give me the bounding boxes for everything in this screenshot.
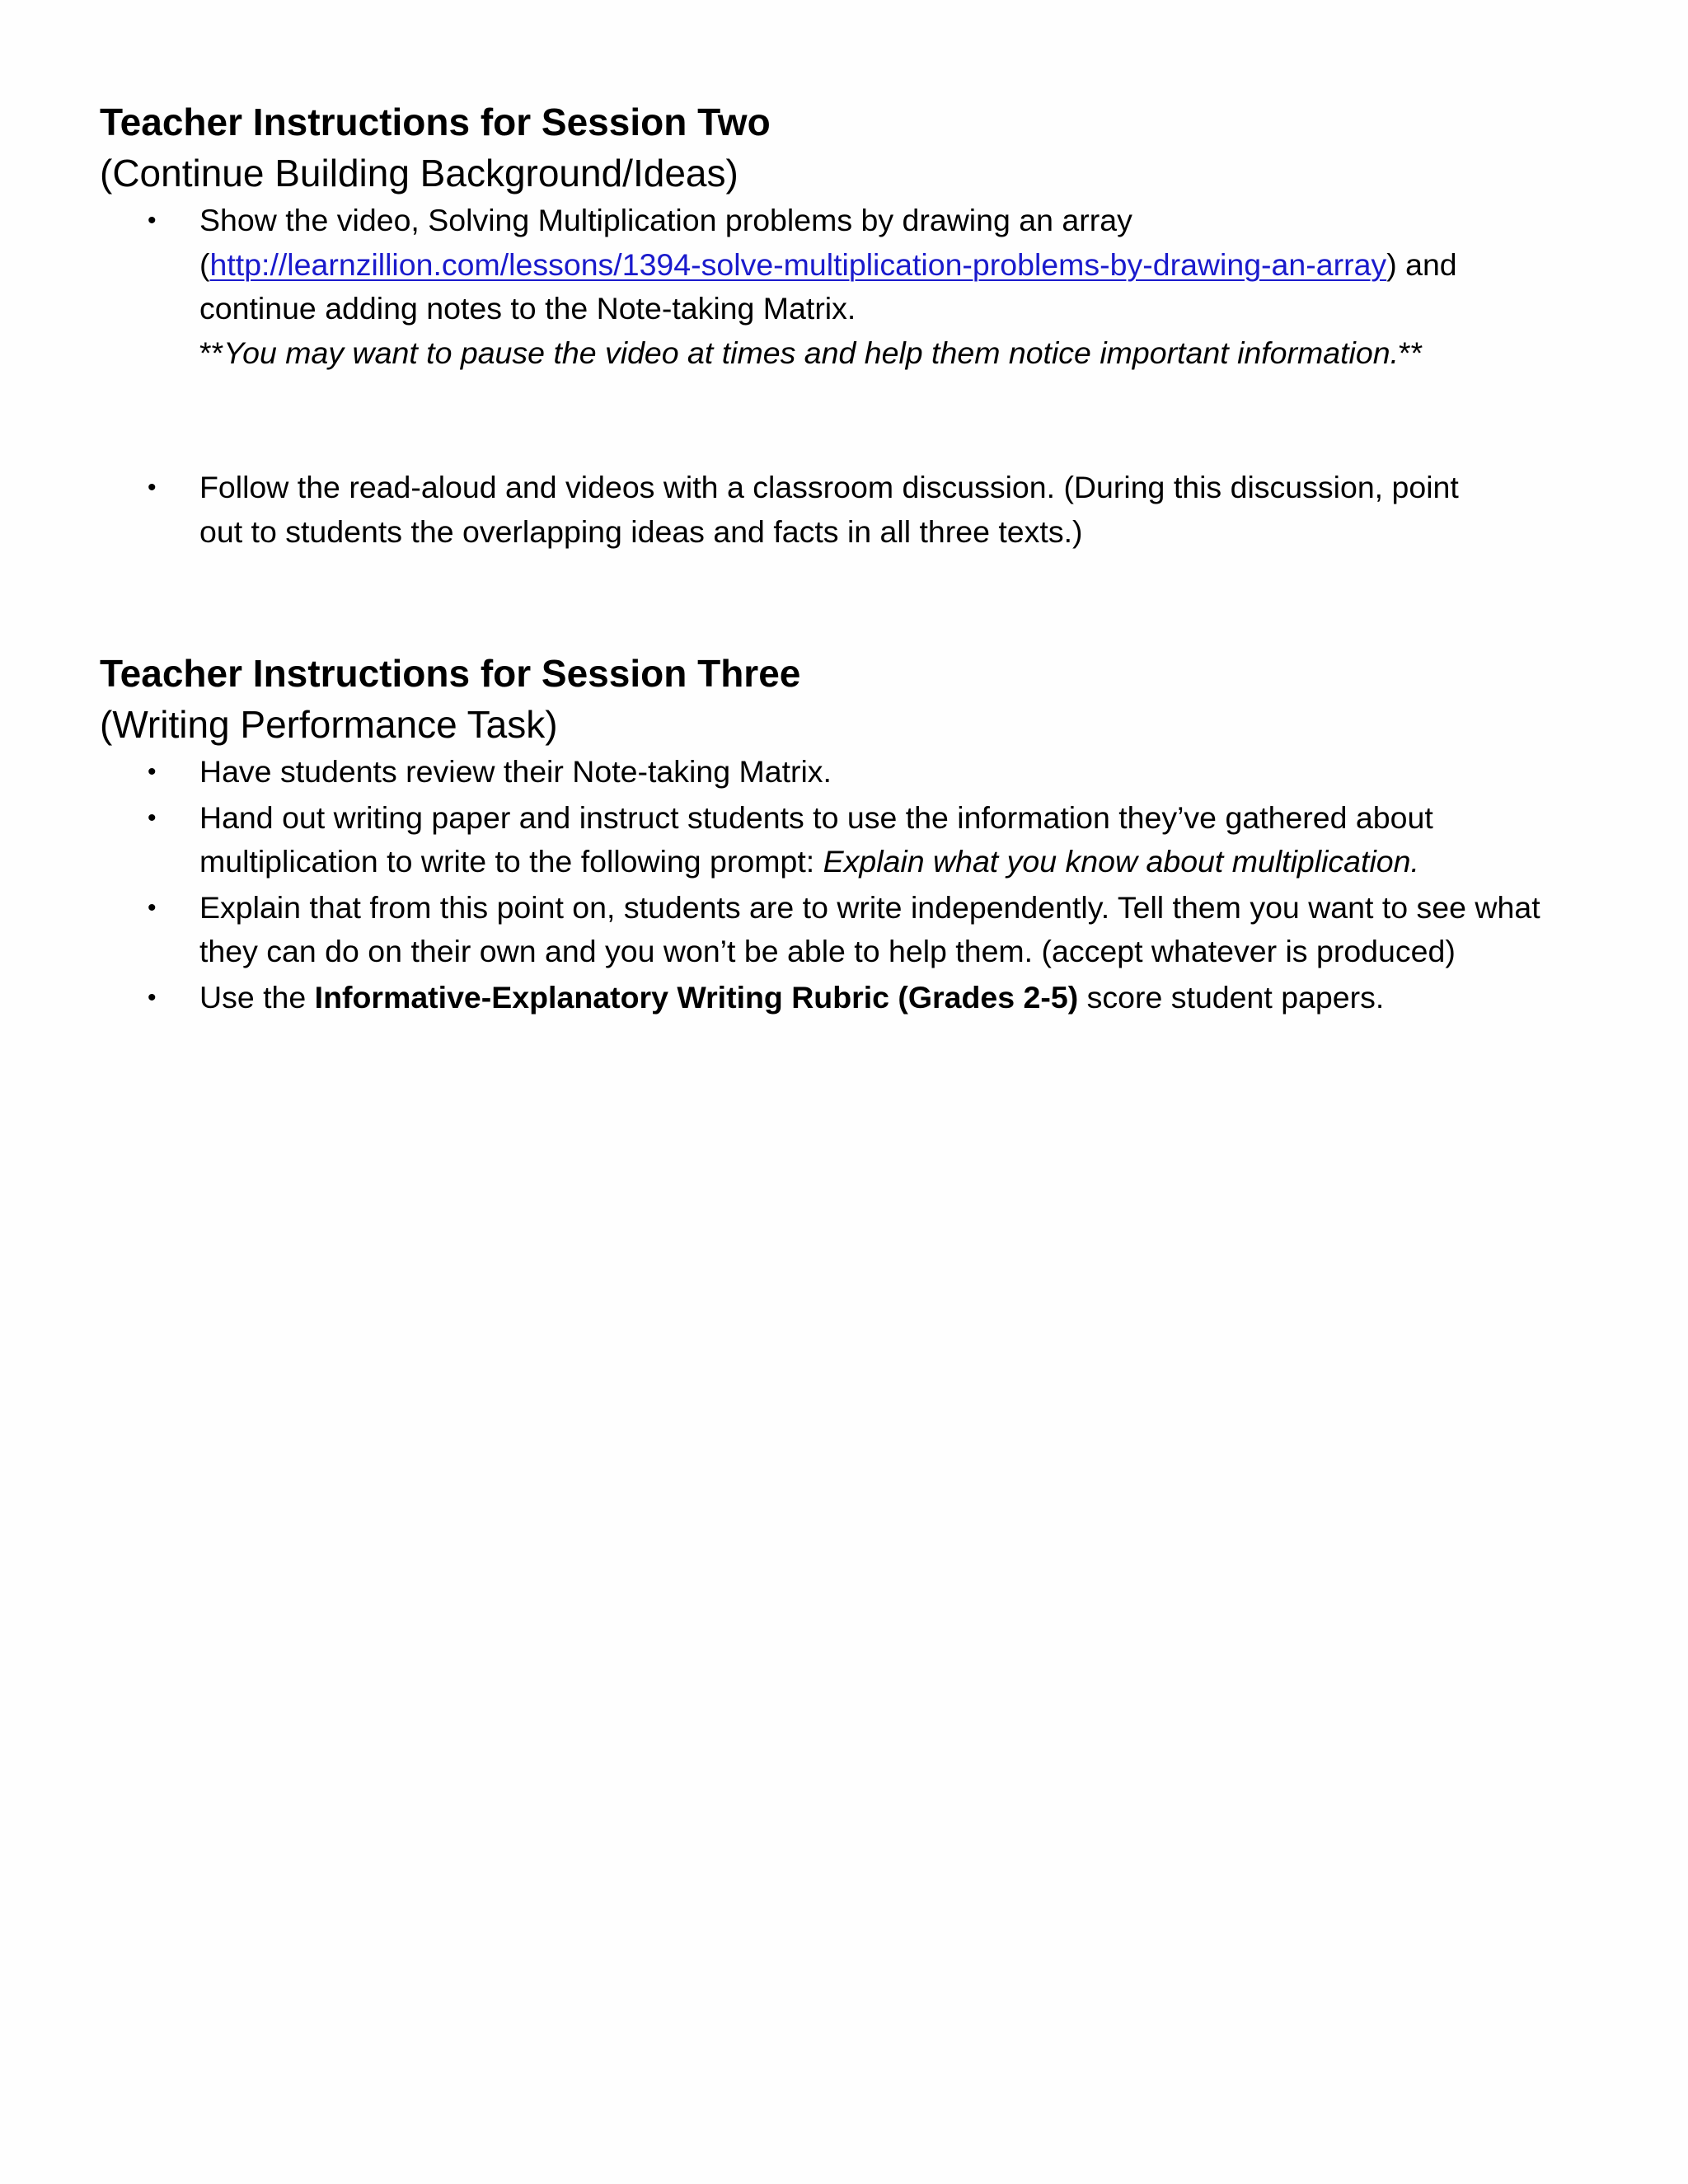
session-three-title: Teacher Instructions for Session Three — [100, 652, 801, 695]
discussion-text: Follow the read-aloud and videos with a classroom discussion. (During this discussion, point out to students the overlapping ideas and facts in all three texts.) — [199, 470, 1459, 549]
note-suffix: ** — [1399, 335, 1423, 370]
rubric-suffix: score student papers. — [1078, 979, 1385, 1015]
writing-prompt: Explain what you know about multiplication. — [823, 844, 1419, 879]
review-matrix-text: Have students review their Note-taking Matrix. — [199, 754, 832, 789]
pause-note — [199, 331, 1583, 376]
bullet-text-line: Show the video, Solving Multiplication problems by drawing an array — [199, 203, 1132, 237]
session-two-discussion — [100, 466, 1583, 554]
bullet-icon: • — [148, 893, 157, 921]
list-item — [100, 886, 1542, 974]
bullet-text-line: continue adding notes to the Note-taking Matrix. — [199, 291, 856, 326]
bullet-icon: • — [148, 804, 157, 832]
rubric-name: Informative-Explanatory Writing Rubric (Grades 2-5) — [314, 979, 1079, 1015]
pause-note-text: You may want to pause the video at times and help them notice important information. — [223, 335, 1399, 370]
list-item — [100, 750, 1542, 794]
note-prefix: ** — [199, 335, 224, 370]
bullet-icon: • — [148, 207, 157, 234]
list-item — [100, 976, 1542, 1020]
bullet-icon: • — [148, 474, 157, 501]
bullet-icon: • — [148, 983, 157, 1011]
independent-writing-text: Explain that from this point on, students are to write independently. Tell them you want to see what they can do on their own and you won’t be able to help them. (accept whatever is produced) — [199, 889, 1540, 968]
session-two-title: Teacher Instructions for Session Two — [100, 101, 771, 143]
list-item — [100, 199, 1583, 375]
list-item — [100, 466, 1583, 554]
handout-text: Hand out writing paper and instruct students to use the information they’ve gathered about multiplication to write to the following prompt: — [199, 799, 1433, 879]
session-three-subtitle: (Writing Performance Task) — [100, 703, 558, 746]
rubric-prefix: Use the — [199, 979, 315, 1015]
session-three-list — [100, 750, 1583, 1019]
bullet-link-line — [199, 243, 1583, 288]
session-two-subtitle: (Continue Building Background/Ideas) — [100, 152, 738, 194]
session-three-section — [100, 648, 1583, 1019]
session-two-section — [100, 96, 1583, 375]
after-link-text: ) and — [1386, 246, 1457, 282]
learnzillion-link[interactable]: http://learnzillion.com/lessons/1394-solve-multiplication-problems-by-drawing-an-array — [209, 246, 1387, 282]
session-two-list — [100, 199, 1583, 375]
open-paren: ( — [199, 246, 210, 282]
list-item — [100, 796, 1542, 884]
session-two-list-2 — [100, 466, 1583, 554]
bullet-icon: • — [148, 758, 157, 785]
